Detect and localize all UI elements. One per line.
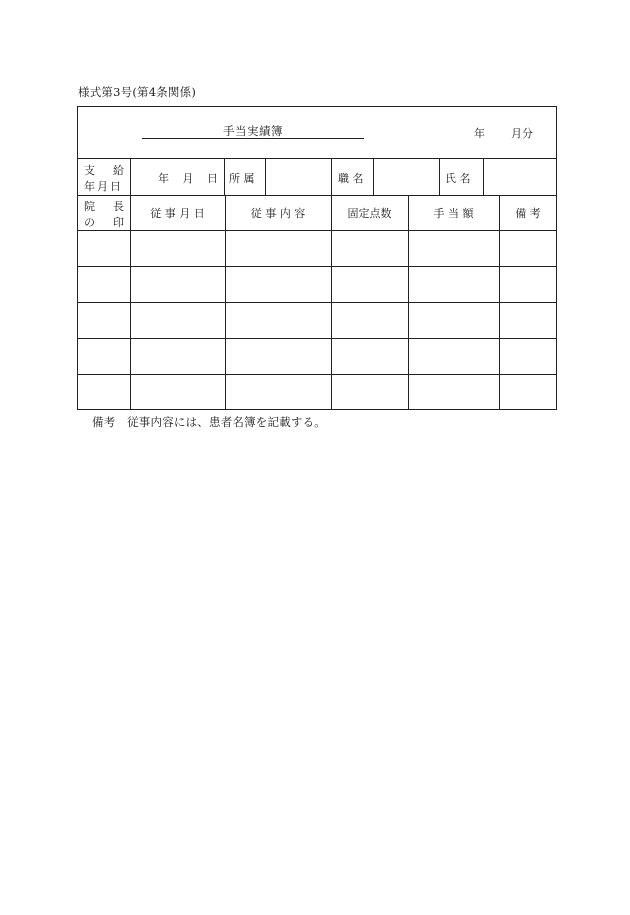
col-divider bbox=[224, 158, 225, 195]
row-divider bbox=[78, 374, 556, 375]
column-header-remarks: 備 考 bbox=[515, 207, 541, 220]
col-divider bbox=[483, 158, 484, 195]
affiliation-label: 所 属 bbox=[229, 172, 255, 185]
pay-date-value: 年 月 日 bbox=[158, 172, 218, 185]
period-year: 年 bbox=[474, 127, 485, 140]
title-underline bbox=[142, 138, 364, 139]
form-label: 様式第3号(第4条関係) bbox=[78, 85, 197, 99]
col-divider bbox=[499, 195, 500, 410]
director-seal-label-top: 院 長 bbox=[84, 200, 124, 213]
director-seal-label-bottom: の 印 bbox=[84, 216, 124, 229]
col-divider bbox=[331, 195, 332, 410]
col-divider bbox=[373, 158, 374, 195]
name-label: 氏 名 bbox=[445, 172, 471, 185]
col-divider bbox=[130, 158, 131, 195]
pay-date-label-bottom: 年月日 bbox=[84, 180, 123, 193]
remark-note: 備考 従事内容には、患者名簿を記載する。 bbox=[92, 415, 326, 429]
col-divider bbox=[265, 158, 266, 195]
column-header-work-date: 従 事 月 日 bbox=[150, 207, 205, 220]
pay-date-label-top: 支 給 bbox=[84, 164, 124, 177]
col-divider bbox=[331, 158, 332, 195]
row-divider bbox=[78, 230, 556, 231]
period-month: 月分 bbox=[511, 127, 533, 140]
col-divider bbox=[439, 158, 440, 195]
row-divider bbox=[78, 195, 556, 196]
col-divider bbox=[130, 195, 131, 410]
row-divider bbox=[78, 158, 556, 159]
column-header-fixed-points: 固定点数 bbox=[347, 207, 392, 220]
col-divider bbox=[225, 195, 226, 410]
row-divider bbox=[78, 302, 556, 303]
form-title: 手当実績簿 bbox=[223, 124, 283, 138]
row-divider bbox=[78, 338, 556, 339]
position-label: 職 名 bbox=[338, 172, 364, 185]
allowance-record-table bbox=[77, 106, 557, 410]
column-header-work-content: 従 事 内 容 bbox=[250, 207, 306, 220]
row-divider bbox=[78, 266, 556, 267]
column-header-allowance-amount: 手 当 額 bbox=[433, 207, 474, 220]
col-divider bbox=[408, 195, 409, 410]
